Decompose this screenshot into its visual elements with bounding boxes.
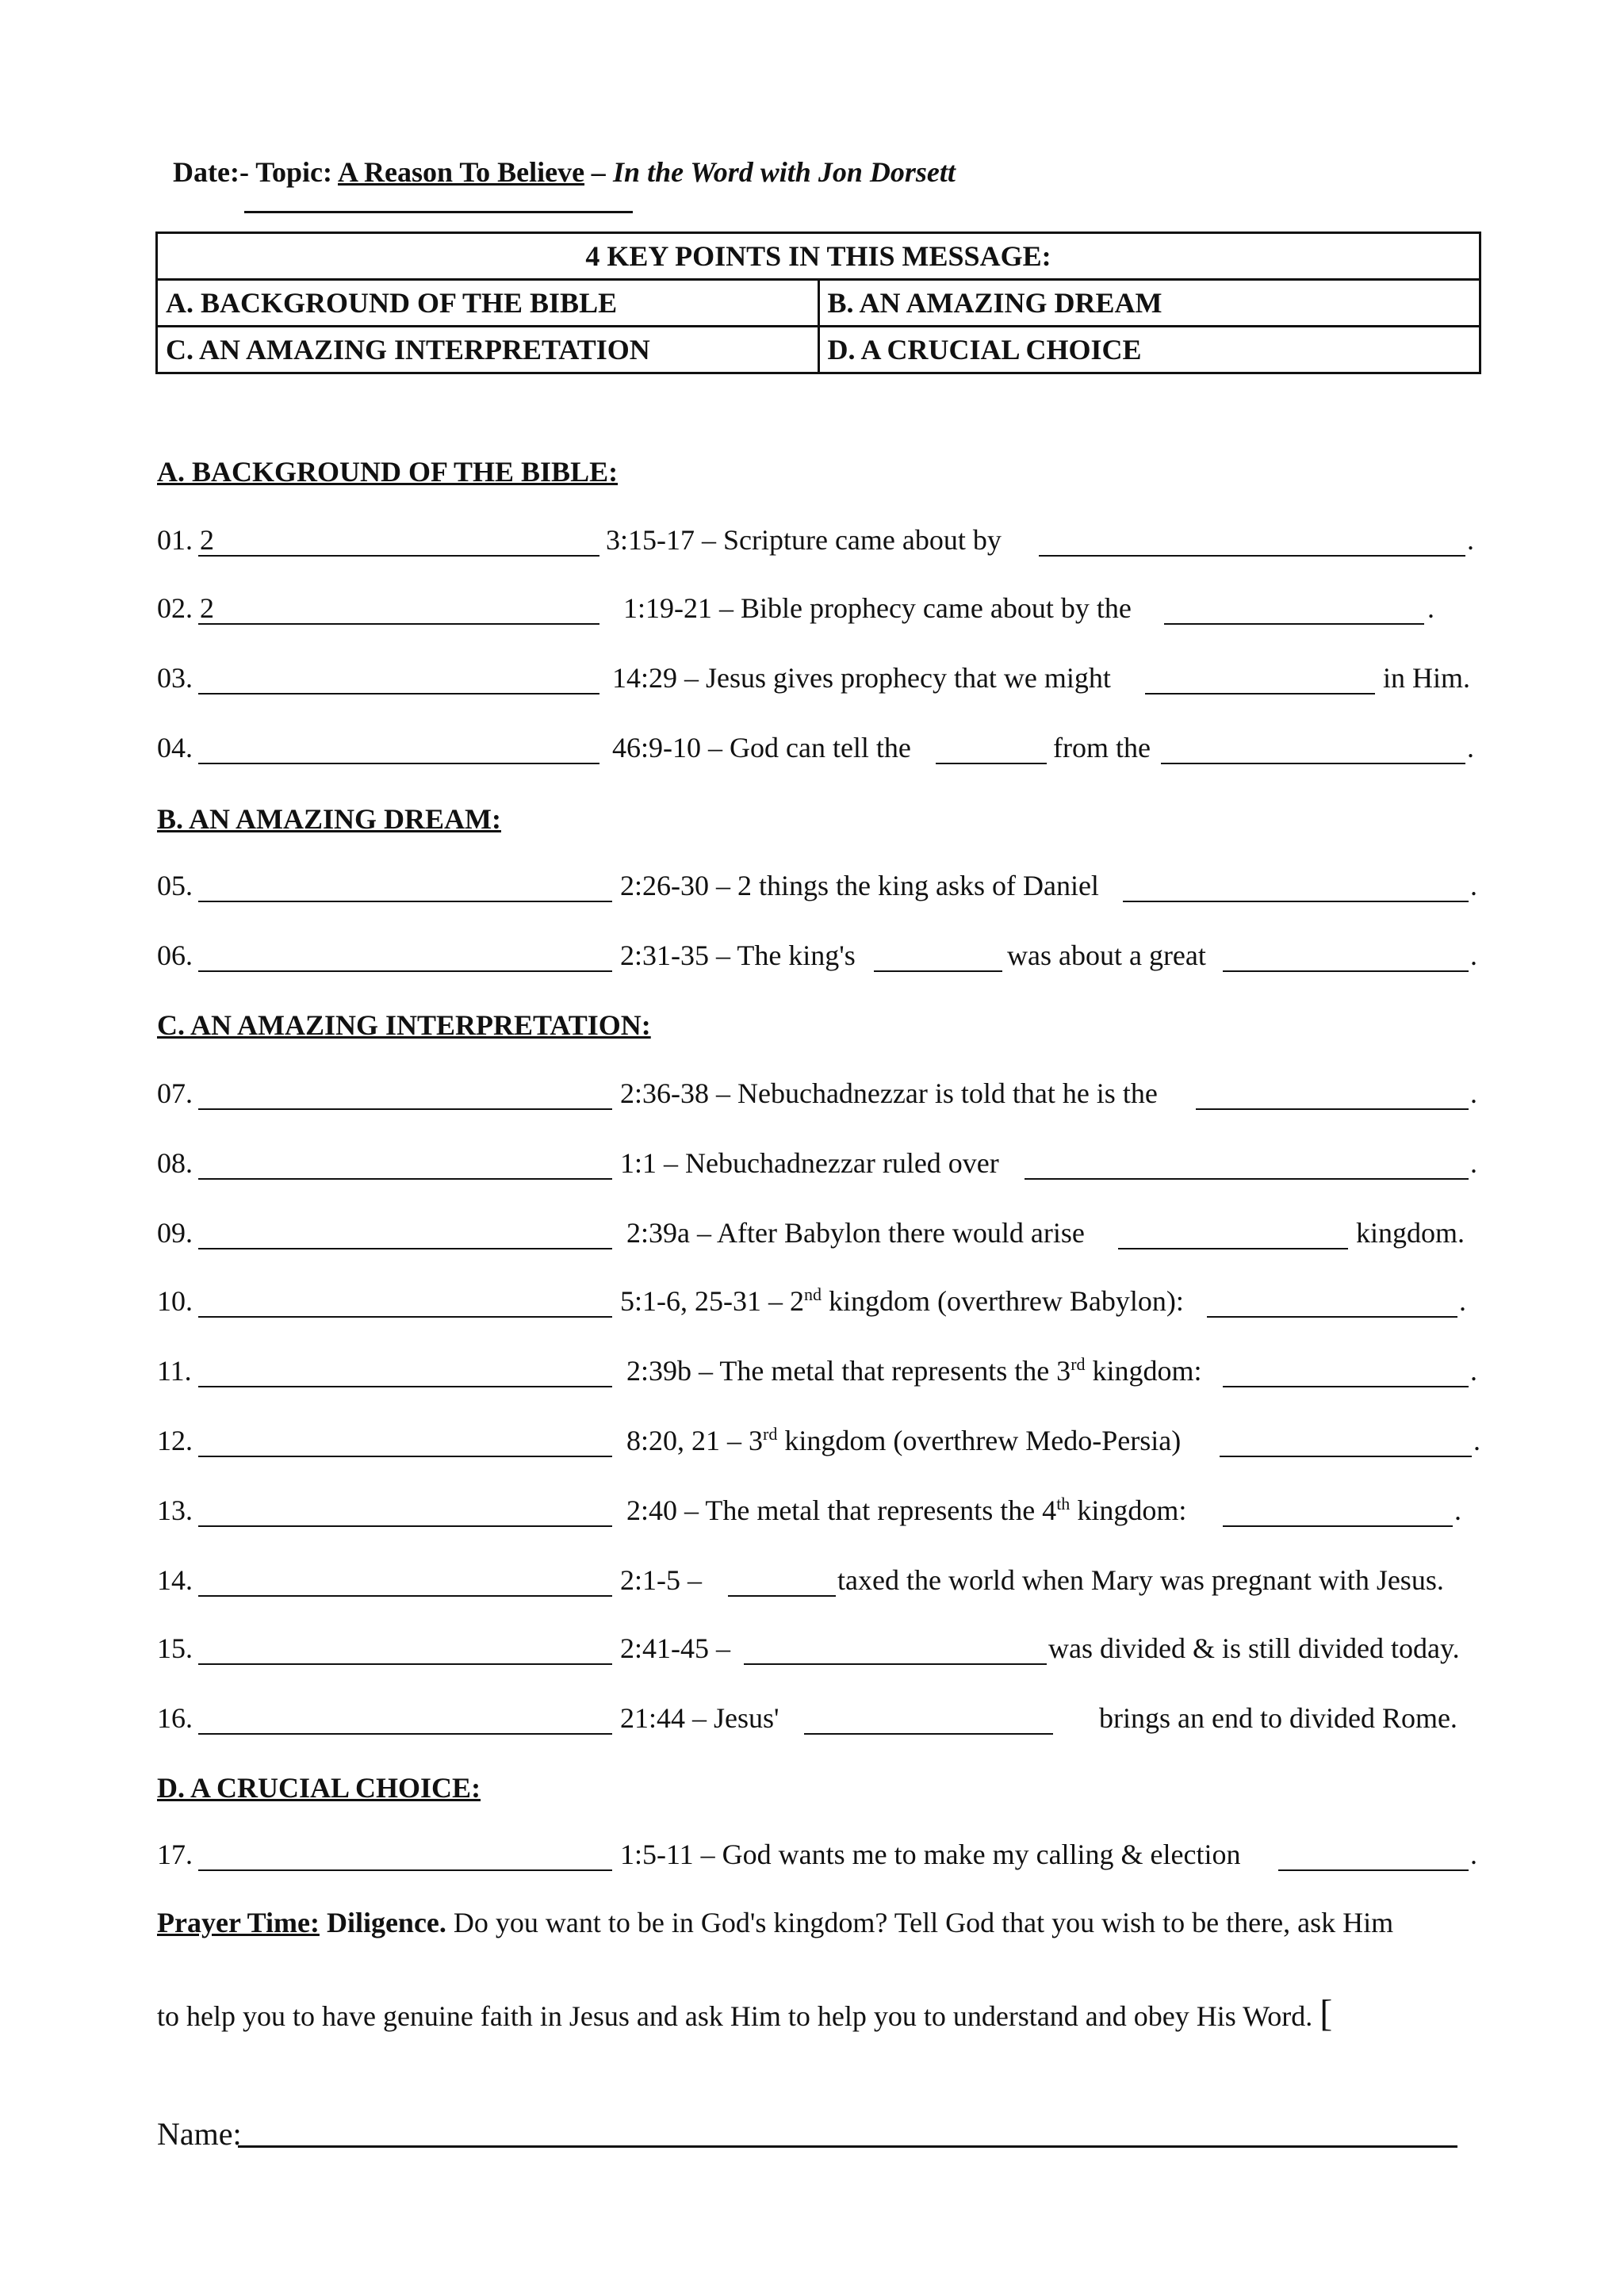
question-09 xyxy=(157,1216,1483,1256)
question-14 xyxy=(157,1563,1483,1603)
question-text: 1:5-11 – God wants me to make my calling & election xyxy=(620,1839,1241,1870)
question-text: 14:29 – Jesus gives prophecy that we might xyxy=(612,662,1111,694)
answer-blank[interactable] xyxy=(874,970,1002,972)
question-number: 14. xyxy=(157,1564,193,1596)
period: . xyxy=(1470,1147,1477,1179)
question-text: 46:9-10 – God can tell the xyxy=(612,732,911,763)
subtitle: – In the Word with Jon Dorsett xyxy=(592,156,956,188)
period: . xyxy=(1454,1494,1461,1526)
answer-blank[interactable] xyxy=(198,970,612,972)
ordinal-suffix: th xyxy=(1056,1494,1071,1513)
period: . xyxy=(1470,1077,1477,1109)
question-text: 1:1 – Nebuchadnezzar ruled over xyxy=(620,1147,999,1179)
question-tail: was divided & is still divided today. xyxy=(1048,1632,1460,1664)
topic-label: - Topic: xyxy=(239,156,332,188)
answer-blank[interactable] xyxy=(728,1595,836,1597)
answer-blank[interactable] xyxy=(198,1525,612,1527)
question-number: 04. xyxy=(157,732,193,763)
answer-blank[interactable] xyxy=(936,763,1047,764)
ordinal-suffix: rd xyxy=(763,1424,778,1444)
answer-blank[interactable] xyxy=(198,1733,612,1735)
answer-blank[interactable] xyxy=(1145,693,1375,695)
question-mid: from the xyxy=(1053,732,1151,763)
question-03 xyxy=(157,661,1483,701)
answer-blank[interactable] xyxy=(198,1178,612,1180)
question-text: 2:41-45 – xyxy=(620,1632,730,1664)
question-text: 21:44 – Jesus' xyxy=(620,1702,779,1734)
answer-blank[interactable] xyxy=(198,901,612,902)
question-07 xyxy=(157,1077,1483,1116)
answer-blank[interactable] xyxy=(1118,1248,1348,1249)
date-field[interactable] xyxy=(244,187,633,213)
question-text: 5:1-6, 25-31 – 2nd kingdom (overthrew Babylon): xyxy=(620,1284,1184,1317)
answer-blank[interactable] xyxy=(1039,555,1465,557)
section-heading-a: A. BACKGROUND OF THE BIBLE: xyxy=(157,456,619,488)
question-15 xyxy=(157,1632,1483,1671)
question-number: 09. xyxy=(157,1217,193,1249)
question-text: 2:1-5 – xyxy=(620,1564,702,1596)
question-number: 03. xyxy=(157,662,193,694)
answer-blank[interactable] xyxy=(198,693,599,695)
question-number: 01. 2 xyxy=(157,524,214,556)
question-number: 08. xyxy=(157,1147,193,1179)
key-point-d: D. A CRUCIAL CHOICE xyxy=(818,327,1480,373)
answer-blank[interactable] xyxy=(744,1663,1047,1665)
question-text: 2:36-38 – Nebuchadnezzar is told that he is the xyxy=(620,1077,1158,1109)
answer-blank[interactable] xyxy=(1025,1178,1469,1180)
period: . xyxy=(1467,732,1474,763)
question-16 xyxy=(157,1701,1483,1741)
section-heading-b: B. AN AMAZING DREAM: xyxy=(157,803,502,835)
question-text: 2:26-30 – 2 things the king asks of Daniel xyxy=(620,870,1099,901)
question-05 xyxy=(157,869,1483,909)
header xyxy=(173,155,1481,189)
answer-blank[interactable] xyxy=(1223,970,1469,972)
answer-blank[interactable] xyxy=(198,1663,612,1665)
prayer-line-2 xyxy=(157,1992,1489,2035)
prayer-line-1 xyxy=(157,1906,1489,1939)
name-field[interactable] xyxy=(238,2145,1457,2148)
key-point-c: C. AN AMAZING INTERPRETATION xyxy=(157,327,819,373)
key-points-title: 4 KEY POINTS IN THIS MESSAGE: xyxy=(157,233,1480,280)
answer-blank[interactable] xyxy=(1220,1456,1472,1457)
section-heading-d: D. A CRUCIAL CHOICE: xyxy=(157,1772,481,1804)
answer-blank[interactable] xyxy=(198,763,599,764)
question-10 xyxy=(157,1284,1483,1324)
key-points-table xyxy=(155,232,1481,374)
question-tail: kingdom. xyxy=(1356,1217,1465,1249)
section-heading-c: C. AN AMAZING INTERPRETATION: xyxy=(157,1009,651,1041)
question-number: 13. xyxy=(157,1494,193,1526)
answer-blank[interactable] xyxy=(198,1595,612,1597)
question-number: 10. xyxy=(157,1285,193,1317)
question-tail: taxed the world when Mary was pregnant with Jesus. xyxy=(837,1564,1444,1596)
question-text: 2:40 – The metal that represents the 4th kingdom: xyxy=(626,1494,1187,1526)
prayer-keyword: Diligence. xyxy=(326,1907,446,1938)
question-number: 07. xyxy=(157,1077,193,1109)
period: . xyxy=(1473,1425,1480,1456)
answer-blank[interactable] xyxy=(804,1733,1053,1735)
period: . xyxy=(1427,592,1434,624)
question-number: 02. 2 xyxy=(157,592,214,624)
answer-blank[interactable] xyxy=(198,555,599,557)
topic-title: A Reason To Believe xyxy=(338,156,585,188)
question-04 xyxy=(157,731,1483,771)
question-text: 2:39a – After Babylon there would arise xyxy=(626,1217,1085,1249)
answer-blank[interactable] xyxy=(1207,1316,1457,1318)
answer-blank[interactable] xyxy=(198,1456,612,1457)
answer-blank[interactable] xyxy=(1161,763,1465,764)
period: . xyxy=(1470,1355,1477,1387)
question-12 xyxy=(157,1424,1483,1464)
answer-blank[interactable] xyxy=(198,623,599,625)
question-text: 3:15-17 – Scripture came about by xyxy=(606,524,1002,556)
answer-blank[interactable] xyxy=(198,1248,612,1249)
period: . xyxy=(1467,524,1474,556)
answer-blank[interactable] xyxy=(1223,1525,1453,1527)
prayer-text-2: to help you to have genuine faith in Jesus and ask Him to help you to understand and obey His Word. xyxy=(157,2000,1313,2032)
prayer-time-label: Prayer Time: xyxy=(157,1907,320,1938)
answer-blank[interactable] xyxy=(1196,1108,1469,1110)
name-label: Name: xyxy=(157,2116,242,2152)
period: . xyxy=(1470,939,1477,971)
period: . xyxy=(1459,1285,1466,1317)
answer-blank[interactable] xyxy=(1223,1386,1469,1387)
period: . xyxy=(1470,1839,1477,1870)
question-text: 8:20, 21 – 3rd kingdom (overthrew Medo-Persia) xyxy=(626,1424,1182,1456)
date-label: Date: xyxy=(173,156,239,188)
question-01 xyxy=(157,523,1483,563)
answer-blank[interactable] xyxy=(198,1108,612,1110)
question-02 xyxy=(157,591,1483,631)
answer-blank[interactable] xyxy=(1123,901,1469,902)
question-text: 2:31-35 – The king's xyxy=(620,939,856,971)
question-08 xyxy=(157,1146,1483,1186)
question-17 xyxy=(157,1838,1483,1877)
bracket-mark: [ xyxy=(1320,1992,1333,2034)
question-mid: was about a great xyxy=(1007,939,1206,971)
answer-blank[interactable] xyxy=(198,1386,612,1387)
ordinal-suffix: rd xyxy=(1071,1354,1086,1374)
question-number: 05. xyxy=(157,870,193,901)
question-11 xyxy=(157,1354,1483,1394)
ordinal-suffix: nd xyxy=(803,1284,822,1304)
answer-blank[interactable] xyxy=(1278,1869,1469,1871)
question-number: 12. xyxy=(157,1425,193,1456)
question-tail: brings an end to divided Rome. xyxy=(1099,1702,1457,1734)
key-point-a: A. BACKGROUND OF THE BIBLE xyxy=(157,280,819,327)
question-06 xyxy=(157,939,1483,978)
question-number: 16. xyxy=(157,1702,193,1734)
question-tail: in Him. xyxy=(1383,662,1471,694)
prayer-text-1: Do you want to be in God's kingdom? Tell God that you wish to be there, ask Him xyxy=(453,1907,1394,1938)
question-number: 11. xyxy=(157,1355,192,1387)
question-text: 1:19-21 – Bible prophecy came about by the xyxy=(623,592,1132,624)
question-13 xyxy=(157,1494,1483,1533)
answer-blank[interactable] xyxy=(1164,623,1424,625)
question-number: 15. xyxy=(157,1632,193,1664)
question-text: 2:39b – The metal that represents the 3rd kingdom: xyxy=(626,1354,1202,1387)
question-number: 17. xyxy=(157,1839,193,1870)
question-number: 06. xyxy=(157,939,193,971)
answer-blank[interactable] xyxy=(198,1316,612,1318)
key-point-b: B. AN AMAZING DREAM xyxy=(818,280,1480,327)
answer-blank[interactable] xyxy=(198,1869,612,1871)
period: . xyxy=(1470,870,1477,901)
